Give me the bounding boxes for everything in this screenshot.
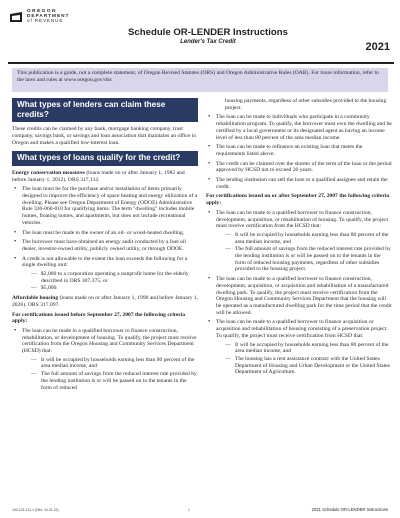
list-item: • The loan can be made to a qualified borrower to finance construction, rehabilitation, or development of housing. To qualify, the project must receive certification from the Oregon Housing and Community Services Department (HCSD) that: — It will be occupied by households earning less than 80 percent of the area median income, and — The full amount of savings from the reduced interest rate provided by the lending institution is or will be passed on to the tenants in the form of reduced [12, 328, 198, 391]
oregon-dor-logo [8, 7, 100, 31]
section-heading-lenders: What types of lenders can claim these credits? [12, 98, 198, 122]
list-item: • The loan can be made to a qualified borrower to finance construction, development, acquisition, or rehabilitation of housing. To qualify, the project must receive certification from the HCSD that: — It will be occupied by households earning less than 80 percent of the area median income, and — The full amount of savings from the reduced interest rate provided by the lending institution is or will be passed on to the tenants in the form of reduced housing payments, regardless of other subsidies provided to the housing project. [206, 210, 392, 273]
criteria-item: — It will be occupied by households earning less than 80 percent of the area median income, and [32, 357, 198, 370]
list-item: • The loan can be made to a qualified borrower to finance acquisition or acquisition and rehabilitation of housing consisting of a preservation project. To qualify, the project must receive certification from HCSD that: — It will be occupied by households earning less than 80 percent of the area median income, and — The housing has a rent assistance contract with the United States Department of Housing and Urban Development or the United States Department of Agriculture. [206, 319, 392, 376]
list-item: • The credit can be claimed over the shorter of the term of the loan or the period approved by HCSD not to exceed 20 years. [206, 161, 392, 174]
logo-line-1: OREGON [27, 8, 58, 13]
list-item: • The loan must be made to the owner of an oil- or wood-heated dwelling. [12, 230, 198, 237]
document-subtitle: Lender's Tax Credit [180, 39, 236, 45]
tax-year: 2021 [365, 41, 390, 53]
page-header [8, 7, 394, 63]
criteria-item: — The full amount of savings from the reduced interest rate provided by the lending institution is or will be passed on to the tenants in the form of reduced [32, 371, 198, 391]
ecm-intro: Energy conservation measures (loans made on or after January 1, 1982 and before January 1, 2012). ORS 317.112. [12, 169, 185, 183]
criteria-item: — The housing has a rent assistance contract with the United States Department of Housing and Urban Development or the United States Department of Agriculture. [226, 356, 392, 376]
list-item: • The borrower must have obtained an energy audit conducted by a fuel oil dealer, investor-owned utility, publicly owned utility, or through ODOE. [12, 239, 198, 252]
lenders-paragraph: These credits can be claimed by any bank, mortgage banking company, trust company, savings bank, or savings and loan association that maintains an office in Oregon and makes a qualified low-interest loan. [12, 126, 197, 146]
oregon-logo-icon [9, 10, 23, 24]
affordable-housing-intro: Affordable housing (loans made on or after January 1, 1990 and before January 1, 2026). ORS 317.097. [12, 295, 198, 308]
list-item: • The lending institution can sell the loan to a qualified assignee and retain the credit. [206, 177, 392, 190]
cert-before-heading: For certifications issued before September 27, 2007 the following criteria apply: [12, 311, 186, 325]
section-heading-loans: What types of loans qualify for the credit? [12, 151, 198, 166]
criteria-item: — It will be occupied by households earning less than 80 percent of the area median income, and [226, 232, 392, 245]
cert-after-list [206, 210, 392, 376]
right-column [206, 98, 392, 379]
footer-title: 2021 Schedule OR-LENDER Instructions [311, 507, 388, 512]
continued-text: housing payments, regardless of other subsidies provided to the housing project. [225, 98, 387, 111]
form-number: 150-102-121-1 (Rev. 10-01-21) [12, 508, 59, 512]
rehab-list [206, 114, 392, 190]
header-divider [8, 62, 394, 64]
list-item: • The loan can be made to refinance an existing loan that meets the requirements listed above. [206, 144, 392, 157]
left-column [12, 98, 198, 394]
criteria-item: — The full amount of savings from the reduced interest rate provided by the lending institution is or will be passed on to the tenants in the form of reduced housing payments, regardless of other subsidies provided to the housing project. [226, 246, 392, 273]
ecm-list [12, 186, 198, 292]
list-item: • The loan must be for the purchase and/or installation of items primarily designed to improve the efficiency of space heating and energy utilization of a dwelling. Please see Oregon Department of Energy (ODOE) Administrative Rule 330-060-010 for qualifying items. The term "dwelling" includes mobile homes, floating homes, and apartments, but does not include recreational vehicles. [12, 186, 198, 226]
cert-after-heading: For certifications issued on or after September 27, 2007 the following criteria apply: [206, 193, 390, 207]
cert-before-list [12, 328, 198, 391]
criteria-item: — It will be occupied by households earning less than 80 percent of the area median income, and [226, 342, 392, 355]
logo-line-3: of REVENUE [27, 18, 64, 23]
logo-line-2: DEPARTMENT [27, 13, 70, 18]
document-title: Schedule OR-LENDER Instructions [128, 27, 288, 38]
limit-item: — $5,000. [32, 285, 198, 292]
list-item: • A credit is not allowable to the extent the loan exceeds the following for a single dwelling unit: — $2,000 to a corporation operating a nonprofit home for the elderly described in ORS 307.375, or — $5,000. [12, 256, 198, 293]
list-item: • The loan can be made to a qualified borrower to finance construction, development, acquisition, or acquisition and rehabilitation of a manufactured dwelling park. To qualify, the project must receive certification from the Oregon Housing and Community Services Department that the housing will be operated as a manufactured dwelling park for the time period that the credit will be allowed. [206, 276, 392, 316]
list-item: • The loan can be made to individuals who participate in a community rehabilitation program. To qualify, the borrower must own the dwelling and be certified by a local government or its designated agent as having an income level of less than 80 percent of the area median income. [206, 114, 392, 141]
disclaimer-notice: This publication is a guide, not a complete statement, of Oregon Revised Statutes (ORS) and Oregon Administrative Rules (OAR). For more information, refer to the laws and rules at www.oregon.gov/dor. [12, 68, 388, 92]
limit-item: — $2,000 to a corporation operating a nonprofit home for the elderly described in ORS 307.375, or [32, 271, 198, 284]
page-number: 1 [188, 508, 190, 512]
